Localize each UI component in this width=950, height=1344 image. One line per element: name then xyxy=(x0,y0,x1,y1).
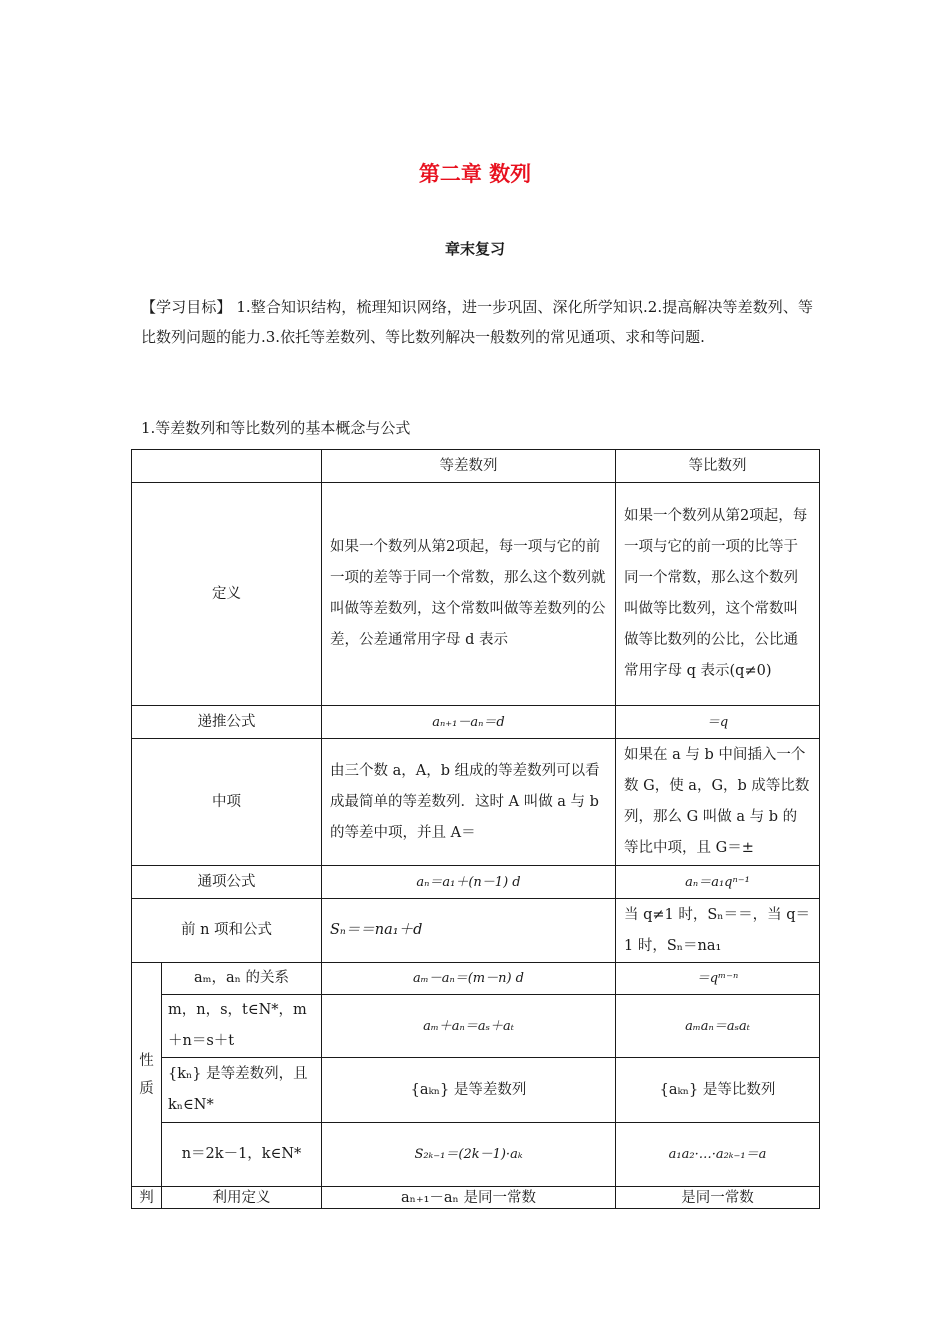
recurrence-arithmetic: aₙ₊₁－aₙ＝d xyxy=(322,706,616,739)
section-title: 章末复习 xyxy=(444,240,505,258)
general-term-geometric: aₙ＝a₁qⁿ⁻¹ xyxy=(616,866,820,899)
property-condition: {kₙ} 是等差数列，且 kₙ∈N* xyxy=(162,1058,322,1123)
sum-row xyxy=(132,899,820,963)
property-condition: aₘ，aₙ 的关系 xyxy=(162,963,322,995)
header-geometric: 等比数列 xyxy=(616,450,820,483)
sum-label: 前 n 项和公式 xyxy=(132,899,322,963)
property-char-1: 性 xyxy=(139,1052,154,1069)
property-row xyxy=(132,963,820,995)
property-arithmetic: S₂ₖ₋₁＝(2k－1)·aₖ xyxy=(322,1123,616,1187)
property-char-2: 质 xyxy=(139,1080,154,1097)
property-arithmetic: aₘ－aₙ＝(m－n) d xyxy=(322,963,616,995)
definition-row xyxy=(132,483,820,706)
general-term-arithmetic: aₙ＝a₁＋(n－1) d xyxy=(322,866,616,899)
definition-label: 定义 xyxy=(132,483,322,706)
definition-geometric: 如果一个数列从第2项起，每一项与它的前一项的比等于同一个常数，那么这个数列叫做等比数列，这个常数叫做等比数列的公比，公比通常用字母 q 表示(q≠0) xyxy=(616,483,820,706)
property-row xyxy=(132,1058,820,1123)
objectives-text: 1.整合知识结构，梳理知识网络，进一步巩固、深化所学知识.2.提高解决等差数列、等比数列问题的能力.3.依托等差数列、等比数列解决一般数列的常见通项、求和等问题. xyxy=(141,298,813,346)
judge-condition: 利用定义 xyxy=(162,1187,322,1209)
learning-objectives xyxy=(141,292,813,352)
property-arithmetic: aₘ＋aₙ＝aₛ＋aₜ xyxy=(322,995,616,1058)
recurrence-geometric: ＝q xyxy=(616,706,820,739)
property-row xyxy=(132,995,820,1058)
table-caption: 1.等差数列和等比数列的基本概念与公式 xyxy=(141,419,411,437)
recurrence-row xyxy=(132,706,820,739)
header-arithmetic: 等差数列 xyxy=(322,450,616,483)
property-group-label xyxy=(132,963,162,1187)
chapter-title: 第二章 数列 xyxy=(418,162,532,186)
judge-arithmetic: aₙ₊₁－aₙ 是同一常数 xyxy=(322,1187,616,1209)
property-geometric: {aₖₙ} 是等比数列 xyxy=(616,1058,820,1123)
sum-arithmetic: Sₙ＝＝na₁＋d xyxy=(322,899,616,963)
objectives-label: 【学习目标】 xyxy=(141,298,232,316)
judge-group-label: 判 xyxy=(132,1187,162,1209)
property-geometric: a₁a₂·…·a₂ₖ₋₁＝a xyxy=(616,1123,820,1187)
property-condition: m，n，s，t∈N*，m＋n＝s＋t xyxy=(162,995,322,1058)
general-term-label: 通项公式 xyxy=(132,866,322,899)
property-condition: n＝2k－1，k∈N* xyxy=(162,1123,322,1187)
middle-term-arithmetic: 由三个数 a，A，b 组成的等差数列可以看成最简单的等差数列．这时 A 叫做 a 与 b 的等差中项，并且 A＝ xyxy=(322,739,616,866)
property-geometric: aₘaₙ＝aₛaₜ xyxy=(616,995,820,1058)
middle-term-label: 中项 xyxy=(132,739,322,866)
general-term-row xyxy=(132,866,820,899)
recurrence-label: 递推公式 xyxy=(132,706,322,739)
property-arithmetic: {aₖₙ} 是等差数列 xyxy=(322,1058,616,1123)
header-empty-cell xyxy=(132,450,322,483)
judge-row xyxy=(132,1187,820,1209)
sum-geometric: 当 q≠1 时，Sₙ＝＝，当 q＝1 时，Sₙ＝na₁ xyxy=(616,899,820,963)
definition-arithmetic: 如果一个数列从第2项起，每一项与它的前一项的差等于同一个常数，那么这个数列就叫做等差数列，这个常数叫做等差数列的公差，公差通常用字母 d 表示 xyxy=(322,483,616,706)
judge-geometric: 是同一常数 xyxy=(616,1187,820,1209)
middle-term-geometric: 如果在 a 与 b 中间插入一个数 G，使 a，G，b 成等比数列，那么 G 叫做 a 与 b 的等比中项，且 G＝± xyxy=(616,739,820,866)
formula-table xyxy=(131,449,820,1209)
property-geometric: ＝qᵐ⁻ⁿ xyxy=(616,963,820,995)
middle-term-row xyxy=(132,739,820,866)
property-row xyxy=(132,1123,820,1187)
table-header-row xyxy=(132,450,820,483)
